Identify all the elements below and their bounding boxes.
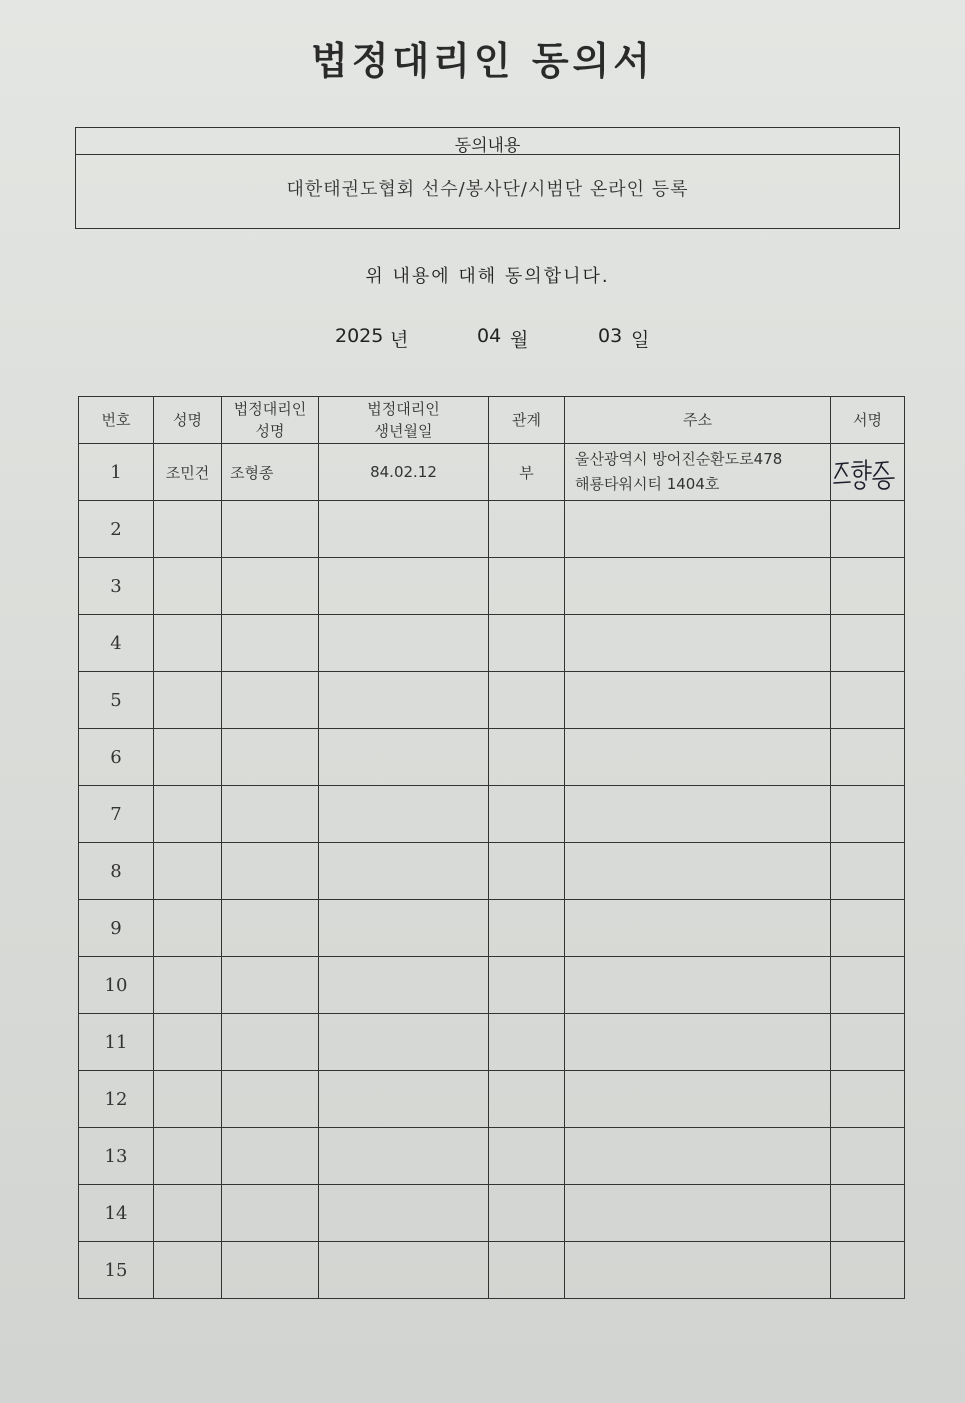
table-row <box>79 1071 905 1128</box>
row-guardian-birth <box>319 1071 489 1128</box>
row-signature <box>831 1014 905 1071</box>
row-signature <box>831 615 905 672</box>
header-relation: 관계 <box>489 397 565 444</box>
date-day: 03 <box>598 325 623 347</box>
table-row <box>79 957 905 1014</box>
row-name <box>154 1071 222 1128</box>
table-row <box>79 444 905 501</box>
row-relation <box>489 672 565 729</box>
row-guardian-name <box>222 1185 319 1242</box>
table-row <box>79 501 905 558</box>
header-name: 성명 <box>154 397 222 444</box>
consent-header-label: 동의내용 <box>454 136 521 156</box>
row-name <box>154 843 222 900</box>
row-guardian-name <box>222 957 319 1014</box>
row-guardian-birth <box>319 1185 489 1242</box>
row-address <box>565 786 831 843</box>
row-guardian-name <box>222 1242 319 1299</box>
row-signature <box>831 957 905 1014</box>
table-header-row <box>79 397 905 444</box>
row-guardian-birth <box>319 786 489 843</box>
row-address <box>565 843 831 900</box>
consent-header <box>76 128 899 155</box>
table-row <box>79 843 905 900</box>
row-address <box>565 1071 831 1128</box>
row-signature <box>831 444 905 501</box>
row-guardian-name <box>222 843 319 900</box>
row-signature <box>831 558 905 615</box>
table-row <box>79 900 905 957</box>
row-guardian-birth <box>319 957 489 1014</box>
row-guardian-birth <box>319 558 489 615</box>
row-number: 13 <box>79 1128 154 1185</box>
row-guardian-birth <box>319 1242 489 1299</box>
date-month: 04 <box>477 325 502 347</box>
row-address <box>565 1242 831 1299</box>
row-address <box>565 1014 831 1071</box>
table-row <box>79 786 905 843</box>
row-address-line2: 해룡타워시티 1404호 <box>575 475 720 493</box>
row-guardian-name <box>222 1128 319 1185</box>
row-number: 4 <box>79 615 154 672</box>
date-day-unit: 일 <box>631 329 650 351</box>
row-guardian-birth <box>319 843 489 900</box>
row-relation <box>489 957 565 1014</box>
row-guardian-name: 조형종 <box>222 444 319 501</box>
row-name <box>154 672 222 729</box>
row-name <box>154 1014 222 1071</box>
date-year: 2025 <box>335 325 384 347</box>
row-relation <box>489 1128 565 1185</box>
row-guardian-name <box>222 900 319 957</box>
row-guardian-birth <box>319 900 489 957</box>
row-number: 11 <box>79 1014 154 1071</box>
row-relation <box>489 786 565 843</box>
row-relation <box>489 1242 565 1299</box>
row-address <box>565 672 831 729</box>
table-row <box>79 1242 905 1299</box>
row-number: 2 <box>79 501 154 558</box>
row-guardian-name <box>222 615 319 672</box>
row-guardian-name <box>222 501 319 558</box>
row-address <box>565 501 831 558</box>
header-guardian-name: 법정대리인 성명 <box>222 397 319 444</box>
row-guardian-name <box>222 558 319 615</box>
row-signature <box>831 1185 905 1242</box>
row-guardian-birth <box>319 615 489 672</box>
row-address <box>565 729 831 786</box>
row-signature <box>831 501 905 558</box>
row-number: 10 <box>79 957 154 1014</box>
table-row <box>79 729 905 786</box>
row-address <box>565 558 831 615</box>
header-guardian-birth: 법정대리인 생년월일 <box>319 397 489 444</box>
row-relation <box>489 615 565 672</box>
row-number: 7 <box>79 786 154 843</box>
table-body <box>79 444 905 1299</box>
row-number: 12 <box>79 1071 154 1128</box>
row-relation <box>489 501 565 558</box>
row-signature <box>831 843 905 900</box>
row-signature <box>831 900 905 957</box>
row-relation <box>489 1185 565 1242</box>
row-guardian-birth <box>319 501 489 558</box>
row-signature <box>831 1128 905 1185</box>
row-name <box>154 558 222 615</box>
row-guardian-birth <box>319 672 489 729</box>
row-name <box>154 1185 222 1242</box>
row-signature <box>831 1071 905 1128</box>
row-name <box>154 957 222 1014</box>
handwritten-signature <box>832 452 904 492</box>
row-number: 1 <box>79 444 154 501</box>
table-row <box>79 1128 905 1185</box>
row-name <box>154 1242 222 1299</box>
row-relation <box>489 558 565 615</box>
row-number: 9 <box>79 900 154 957</box>
row-relation <box>489 1014 565 1071</box>
row-name <box>154 729 222 786</box>
row-guardian-birth <box>319 729 489 786</box>
guardian-table <box>78 396 905 1299</box>
table-row <box>79 672 905 729</box>
row-guardian-birth: 84.02.12 <box>319 444 489 501</box>
table-row <box>79 1014 905 1071</box>
row-signature <box>831 786 905 843</box>
consent-content: 대한태권도협회 선수/봉사단/시범단 온라인 등록 <box>286 179 689 200</box>
date-year-unit: 년 <box>390 329 409 351</box>
row-number: 14 <box>79 1185 154 1242</box>
row-name <box>154 1128 222 1185</box>
consent-box <box>75 127 900 229</box>
row-address <box>565 615 831 672</box>
row-relation <box>489 900 565 957</box>
header-address: 주소 <box>565 397 831 444</box>
row-address-line1: 울산광역시 방어진순환도로478 <box>575 450 783 468</box>
table-row <box>79 558 905 615</box>
document-title: 법정대리인 동의서 <box>311 39 654 83</box>
header-number: 번호 <box>79 397 154 444</box>
table-row <box>79 615 905 672</box>
table-row <box>79 1185 905 1242</box>
row-signature <box>831 1242 905 1299</box>
row-number: 8 <box>79 843 154 900</box>
row-number: 3 <box>79 558 154 615</box>
row-guardian-name <box>222 786 319 843</box>
row-signature <box>831 729 905 786</box>
row-guardian-name <box>222 729 319 786</box>
row-name <box>154 615 222 672</box>
row-guardian-name <box>222 1014 319 1071</box>
row-name <box>154 501 222 558</box>
row-relation <box>489 1071 565 1128</box>
row-name <box>154 900 222 957</box>
row-signature <box>831 672 905 729</box>
row-address <box>565 957 831 1014</box>
row-address <box>565 900 831 957</box>
date-month-unit: 월 <box>510 329 529 351</box>
row-number: 15 <box>79 1242 154 1299</box>
row-guardian-name <box>222 672 319 729</box>
row-address <box>565 1185 831 1242</box>
row-number: 6 <box>79 729 154 786</box>
row-guardian-birth <box>319 1128 489 1185</box>
row-relation: 부 <box>489 444 565 501</box>
row-address <box>565 444 831 501</box>
agreement-statement: 위 내용에 대해 동의합니다. <box>365 266 610 287</box>
row-guardian-name <box>222 1071 319 1128</box>
row-relation <box>489 729 565 786</box>
header-signature: 서명 <box>831 397 905 444</box>
row-guardian-birth <box>319 1014 489 1071</box>
row-number: 5 <box>79 672 154 729</box>
row-relation <box>489 843 565 900</box>
row-address <box>565 1128 831 1185</box>
row-name: 조민건 <box>154 444 222 501</box>
row-name <box>154 786 222 843</box>
